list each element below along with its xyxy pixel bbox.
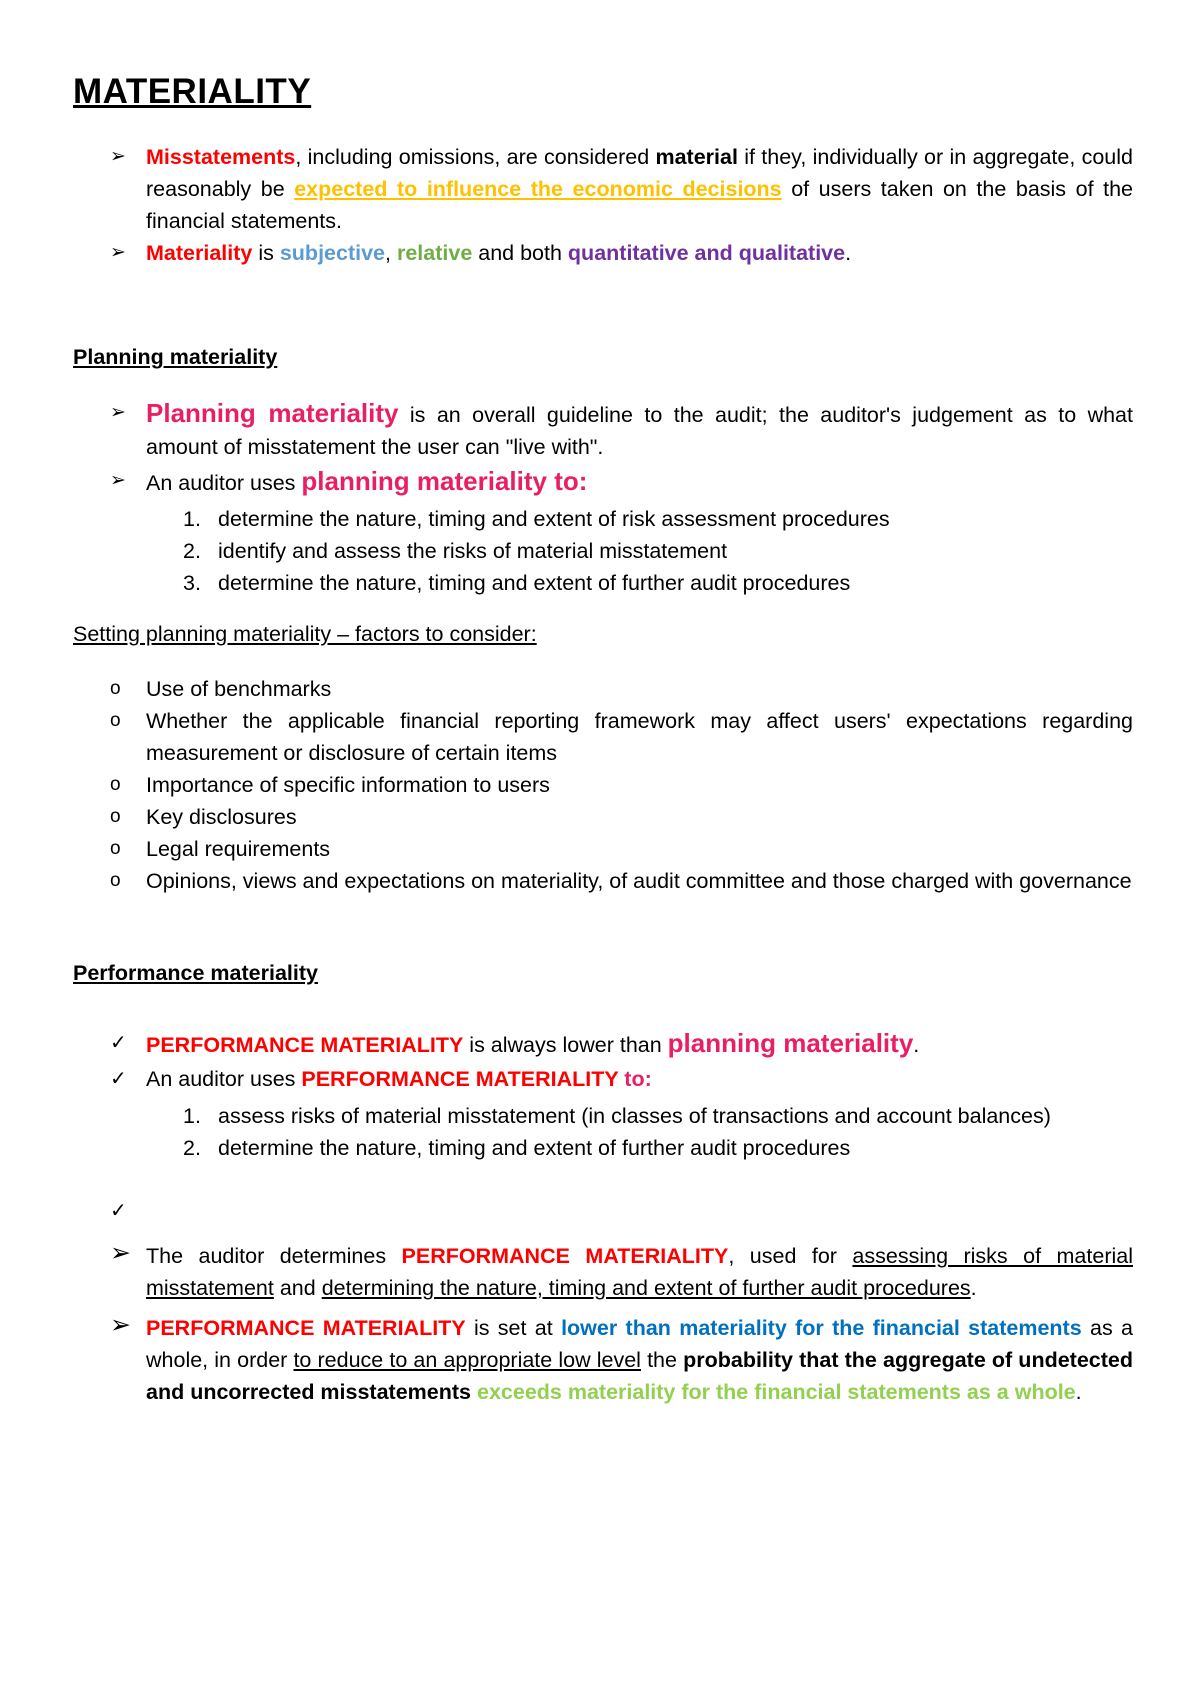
arrow-bullet-icon: ➢ [110, 1311, 131, 1339]
empty-check-list [73, 1195, 1133, 1227]
list-item [73, 1195, 1133, 1227]
section-heading-factors: Setting planning materiality – factors to consider: [73, 622, 537, 646]
performance-arrow-list [73, 1240, 1133, 1408]
list-item: o Importance of specific information to users [73, 769, 1133, 801]
list-item: o Legal requirements [73, 833, 1133, 865]
numbered-item: 1. assess risks of material misstatement (in classes of transactions and account balances) [183, 1104, 1051, 1128]
list-item: o Key disclosures [73, 801, 1133, 833]
list-item: ✓ An auditor uses PERFORMANCE MATERIALITY to: [73, 1063, 1133, 1095]
check-bullet-icon: ✓ [110, 1068, 127, 1090]
list-item: ➢ PERFORMANCE MATERIALITY is set at lower than materiality for the financial statements as a whole, in order to reduce to an appropriate low level the probability that the aggregate of undetected and uncorrected misstatements exceeds materiality for the financial statements as a whole. [110, 1311, 1133, 1404]
circle-bullet-icon: o [110, 806, 121, 827]
list-item: ➢ Materiality is subjective, relative and both quantitative and qualitative. [73, 237, 1133, 269]
arrow-bullet-icon: ➢ [110, 1239, 131, 1267]
check-bullet-icon: ✓ [110, 1200, 127, 1222]
list-item: o Whether the applicable financial reporting framework may affect users' expectations regarding measurement or disclosure of certain items [73, 705, 1133, 769]
circle-bullet-icon: o [110, 678, 121, 699]
intro-list [73, 141, 1133, 269]
circle-bullet-icon: o [110, 774, 121, 795]
performance-check-list [73, 1027, 1133, 1095]
circle-bullet-icon: o [110, 710, 121, 731]
section-heading-planning: Planning materiality [73, 345, 278, 369]
list-item: ✓ PERFORMANCE MATERIALITY is always lower than planning materiality. [110, 1028, 920, 1058]
arrow-bullet-icon: ➢ [110, 470, 126, 491]
numbered-item: 3. determine the nature, timing and extent of further audit procedures [183, 571, 851, 595]
arrow-bullet-icon: ➢ [110, 402, 126, 423]
list-item: ➢ An auditor uses planning materiality to: [110, 466, 588, 496]
numbered-item: 1. determine the nature, timing and extent of risk assessment procedures [183, 507, 890, 531]
factors-list [73, 673, 1133, 897]
circle-bullet-icon: o [110, 870, 121, 891]
arrow-bullet-icon: ➢ [110, 146, 126, 167]
list-item: ➢ Planning materiality is an overall guideline to the audit; the auditor's judgement as to what amount of misstatement the user can "live with". [110, 398, 1133, 459]
numbered-item: 2. identify and assess the risks of material misstatement [183, 539, 728, 563]
planning-list [73, 397, 1133, 499]
circle-bullet-icon: o [110, 838, 121, 859]
performance-uses-list [73, 1100, 1133, 1164]
check-bullet-icon: ✓ [110, 1032, 127, 1054]
list-item: ➢ The auditor determines PERFORMANCE MATERIALITY, used for assessing risks of material misstatement and determining the nature, timing and extent of further audit procedures. [110, 1239, 1133, 1300]
list-item: o Use of benchmarks [73, 673, 1133, 705]
section-heading-performance: Performance materiality [73, 961, 318, 985]
page-title: MATERIALITY [73, 72, 312, 111]
arrow-bullet-icon: ➢ [110, 242, 126, 263]
numbered-item: 2. determine the nature, timing and extent of further audit procedures [183, 1136, 851, 1160]
list-item: ➢ Misstatements, including omissions, are considered material if they, individually or in aggregate, could reasonably be expected to influence the economic decisions of users taken on the basis of the financial statements. [73, 141, 1133, 237]
list-item: o Opinions, views and expectations on materiality, of audit committee and those charged with governance [73, 865, 1133, 897]
planning-uses-list [73, 503, 1133, 599]
